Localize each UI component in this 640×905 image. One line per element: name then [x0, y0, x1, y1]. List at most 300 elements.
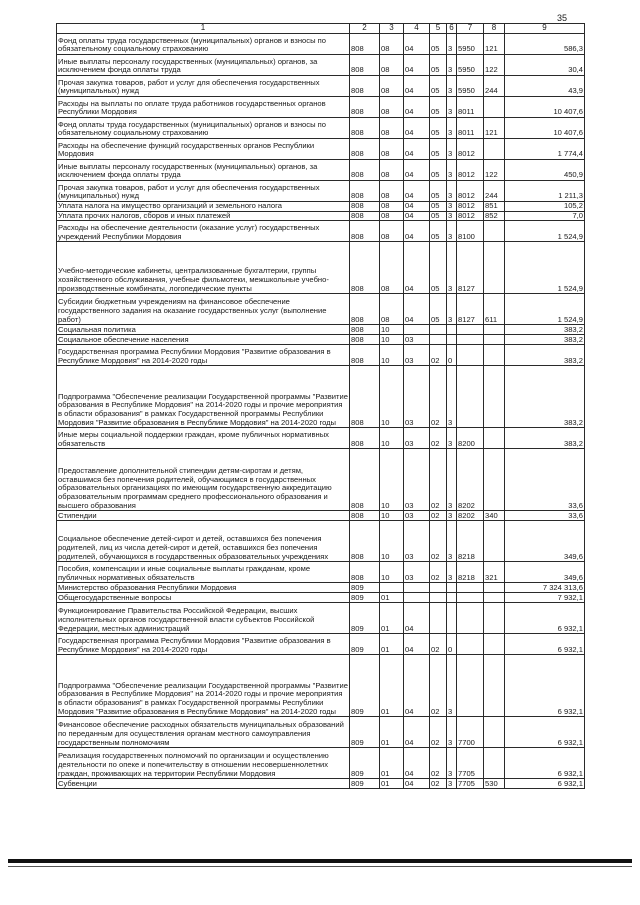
row-code: 3: [447, 97, 457, 118]
row-code: [484, 583, 505, 593]
table-row: [57, 449, 585, 511]
row-code: [457, 583, 484, 593]
bottom-rule: [8, 859, 632, 863]
row-code: 04: [404, 717, 430, 748]
row-code: 10: [380, 335, 404, 345]
row-code: [457, 325, 484, 335]
row-code: 121: [484, 118, 505, 139]
row-code: [430, 593, 447, 603]
row-code: 808: [350, 118, 380, 139]
row-code: 10: [380, 325, 404, 335]
row-code: 808: [350, 160, 380, 181]
row-code: 3: [447, 562, 457, 583]
row-description: Расходы на обеспечение деятельности (оказание услуг) государственных учреждений Республики Мордовия: [57, 221, 350, 242]
row-description: Иные меры социальной поддержки граждан, кроме публичных нормативных обязательств: [57, 428, 350, 449]
row-code: 321: [484, 562, 505, 583]
row-amount: 349,6: [505, 562, 585, 583]
row-amount: 43,9: [505, 76, 585, 97]
row-code: 02: [430, 717, 447, 748]
row-code: 01: [380, 779, 404, 789]
row-code: 8202: [457, 511, 484, 521]
row-code: [457, 634, 484, 655]
table-row: [57, 211, 585, 221]
row-code: 10: [380, 366, 404, 428]
row-code: [484, 335, 505, 345]
row-code: 808: [350, 521, 380, 562]
row-code: 08: [380, 76, 404, 97]
row-code: 01: [380, 717, 404, 748]
row-code: 808: [350, 221, 380, 242]
row-code: 3: [447, 655, 457, 717]
row-amount: 7 932,1: [505, 593, 585, 603]
table-row: [57, 603, 585, 634]
row-code: 5950: [457, 55, 484, 76]
row-description: Прочая закупка товаров, работ и услуг для обеспечения государственных (муниципальных) нужд: [57, 76, 350, 97]
row-code: [484, 748, 505, 779]
row-amount: 105,2: [505, 202, 585, 212]
table-row: [57, 511, 585, 521]
row-code: 02: [430, 779, 447, 789]
row-code: 3: [447, 221, 457, 242]
budget-table: [56, 23, 585, 789]
row-code: 02: [430, 345, 447, 366]
row-code: 3: [447, 366, 457, 428]
row-code: 3: [447, 181, 457, 202]
table-row: [57, 202, 585, 212]
header-cell: 2: [350, 24, 380, 34]
header-cell: 7: [457, 24, 484, 34]
row-code: 808: [350, 242, 380, 294]
row-description: Фонд оплаты труда государственных (муниципальных) органов и взносы по обязательному социальному страхованию: [57, 34, 350, 55]
row-code: [430, 325, 447, 335]
row-code: [447, 335, 457, 345]
row-code: 5950: [457, 34, 484, 55]
table-row: [57, 325, 585, 335]
row-amount: 383,2: [505, 345, 585, 366]
row-code: 808: [350, 55, 380, 76]
row-code: 10: [380, 511, 404, 521]
row-code: 04: [404, 748, 430, 779]
row-code: 02: [430, 562, 447, 583]
row-code: 3: [447, 34, 457, 55]
header-cell: 3: [380, 24, 404, 34]
bottom-rule-thin: [8, 866, 632, 867]
table-row: [57, 335, 585, 345]
header-cell: 1: [57, 24, 350, 34]
row-code: [447, 603, 457, 634]
row-code: [457, 345, 484, 366]
row-amount: 6 932,1: [505, 748, 585, 779]
table-row: [57, 242, 585, 294]
row-code: [484, 97, 505, 118]
row-code: [484, 139, 505, 160]
row-amount: 1 524,9: [505, 242, 585, 294]
table-body: [57, 24, 585, 789]
row-code: 05: [430, 34, 447, 55]
row-code: [484, 345, 505, 366]
row-code: 02: [430, 428, 447, 449]
row-code: 04: [404, 34, 430, 55]
table-row: [57, 160, 585, 181]
row-description: Социальная политика: [57, 325, 350, 335]
table-row: [57, 779, 585, 789]
row-code: 01: [380, 603, 404, 634]
row-code: 8012: [457, 139, 484, 160]
row-code: 03: [404, 511, 430, 521]
row-code: [447, 325, 457, 335]
row-amount: 383,2: [505, 325, 585, 335]
row-code: 8011: [457, 118, 484, 139]
row-code: 3: [447, 449, 457, 511]
row-code: 808: [350, 34, 380, 55]
row-code: 122: [484, 160, 505, 181]
row-code: 05: [430, 294, 447, 325]
row-code: 08: [380, 181, 404, 202]
row-code: 808: [350, 335, 380, 345]
row-code: 05: [430, 139, 447, 160]
table-row: [57, 593, 585, 603]
row-amount: 6 932,1: [505, 634, 585, 655]
row-amount: 10 407,6: [505, 118, 585, 139]
row-code: 809: [350, 593, 380, 603]
row-code: 08: [380, 118, 404, 139]
row-code: 04: [404, 634, 430, 655]
row-code: 02: [430, 655, 447, 717]
header-cell: 6: [447, 24, 457, 34]
table-row: [57, 366, 585, 428]
row-description: Социальное обеспечение населения: [57, 335, 350, 345]
row-code: 3: [447, 748, 457, 779]
table-row: [57, 345, 585, 366]
table-row: [57, 428, 585, 449]
row-code: 8012: [457, 160, 484, 181]
row-code: [457, 593, 484, 603]
row-code: 808: [350, 97, 380, 118]
row-code: 10: [380, 428, 404, 449]
row-amount: 450,9: [505, 160, 585, 181]
row-code: [484, 428, 505, 449]
row-description: Фонд оплаты труда государственных (муниципальных) органов и взносы по обязательному социальному страхованию: [57, 118, 350, 139]
row-code: 8127: [457, 242, 484, 294]
row-amount: 6 932,1: [505, 717, 585, 748]
row-code: 3: [447, 511, 457, 521]
row-code: 05: [430, 55, 447, 76]
table-row: [57, 118, 585, 139]
row-code: 8100: [457, 221, 484, 242]
row-code: 04: [404, 202, 430, 212]
row-code: [447, 583, 457, 593]
row-code: 809: [350, 717, 380, 748]
row-amount: 7 324 313,6: [505, 583, 585, 593]
table-row: [57, 221, 585, 242]
row-code: 08: [380, 211, 404, 221]
table-row: [57, 562, 585, 583]
row-code: [484, 717, 505, 748]
row-code: [484, 325, 505, 335]
table-row: [57, 76, 585, 97]
row-code: 3: [447, 779, 457, 789]
row-code: [457, 366, 484, 428]
row-code: 7705: [457, 779, 484, 789]
row-code: [484, 634, 505, 655]
row-code: 0: [447, 634, 457, 655]
row-code: 8127: [457, 294, 484, 325]
row-code: [484, 655, 505, 717]
row-code: 808: [350, 449, 380, 511]
row-code: 04: [404, 118, 430, 139]
row-code: [404, 593, 430, 603]
row-amount: 1 211,3: [505, 181, 585, 202]
row-amount: 33,6: [505, 449, 585, 511]
row-amount: 30,4: [505, 55, 585, 76]
row-amount: 586,3: [505, 34, 585, 55]
table-row: [57, 521, 585, 562]
row-code: 04: [404, 181, 430, 202]
row-code: 3: [447, 428, 457, 449]
table-row: [57, 655, 585, 717]
row-code: 04: [404, 242, 430, 294]
row-code: 809: [350, 583, 380, 593]
row-description: Расходы на выплаты по оплате труда работников государственных органов Республики Мордовия: [57, 97, 350, 118]
row-code: [380, 583, 404, 593]
row-code: 08: [380, 221, 404, 242]
row-code: [447, 593, 457, 603]
row-code: 04: [404, 779, 430, 789]
row-code: 04: [404, 294, 430, 325]
row-code: 01: [380, 655, 404, 717]
row-code: 03: [404, 366, 430, 428]
row-description: Прочая закупка товаров, работ и услуг для обеспечения государственных (муниципальных) нужд: [57, 181, 350, 202]
row-code: 808: [350, 181, 380, 202]
row-code: 08: [380, 294, 404, 325]
row-code: [484, 449, 505, 511]
row-code: 05: [430, 181, 447, 202]
row-code: 3: [447, 294, 457, 325]
row-code: 3: [447, 521, 457, 562]
row-description: Уплата прочих налогов, сборов и иных платежей: [57, 211, 350, 221]
row-description: Расходы на обеспечение функций государственных органов Республики Мордовия: [57, 139, 350, 160]
row-code: 04: [404, 221, 430, 242]
row-code: 05: [430, 211, 447, 221]
row-amount: 6 932,1: [505, 603, 585, 634]
header-cell: 4: [404, 24, 430, 34]
row-code: 3: [447, 211, 457, 221]
row-code: 05: [430, 242, 447, 294]
row-description: Социальное обеспечение детей-сирот и детей, оставшихся без попечения родителей, лиц из числа детей-сирот и детей, оставшихся без попечения родителей, обучающихся в государственных образовательных учреждениях: [57, 521, 350, 562]
row-description: Учебно-методические кабинеты, централизованные бухгалтерии, группы хозяйственного обслуживания, учебные фильмотеки, межшкольные учебно-производственные комбинаты, логопедические пункты: [57, 242, 350, 294]
row-code: 01: [380, 593, 404, 603]
row-code: 808: [350, 345, 380, 366]
table-row: [57, 34, 585, 55]
row-code: 04: [404, 655, 430, 717]
row-description: Государственная программа Республики Мордовия "Развитие образования в Республике Мордовия" на 2014-2020 годы: [57, 345, 350, 366]
row-code: 0: [447, 345, 457, 366]
row-code: 04: [404, 211, 430, 221]
row-code: 808: [350, 366, 380, 428]
header-cell: 5: [430, 24, 447, 34]
table-row: [57, 583, 585, 593]
row-amount: 349,6: [505, 521, 585, 562]
row-code: 02: [430, 748, 447, 779]
row-code: 05: [430, 97, 447, 118]
row-code: [404, 583, 430, 593]
row-code: 3: [447, 76, 457, 97]
row-code: 3: [447, 242, 457, 294]
row-code: 8218: [457, 562, 484, 583]
row-code: 08: [380, 160, 404, 181]
header-row: [57, 24, 585, 34]
row-code: 3: [447, 118, 457, 139]
row-code: 03: [404, 521, 430, 562]
row-description: Функционирование Правительства Российской Федерации, высших исполнительных органов государственной власти субъектов Российской Федерации, местных администраций: [57, 603, 350, 634]
row-code: 808: [350, 294, 380, 325]
row-code: [430, 603, 447, 634]
row-code: 8011: [457, 97, 484, 118]
row-code: [484, 593, 505, 603]
row-description: Субвенции: [57, 779, 350, 789]
row-amount: 1 774,4: [505, 139, 585, 160]
row-description: Подпрограмма "Обеспечение реализации Государственной программы "Развитие образования в Республике Мордовия" на 2014-2020 годы и прочие мероприятия в области образования" в рамках Государственной программы Республики Мордовия "Развитие образования в Республике Мордовия" на 2014-2020 годы: [57, 655, 350, 717]
row-code: 8012: [457, 202, 484, 212]
row-code: 04: [404, 76, 430, 97]
row-code: 05: [430, 160, 447, 181]
row-code: 10: [380, 521, 404, 562]
row-amount: 383,2: [505, 366, 585, 428]
row-description: Подпрограмма "Обеспечение реализации Государственной программы "Развитие образования в Республике Мордовия" на 2014-2020 годы и прочие мероприятия в области образования" в рамках Государственной программы Республики Мордовия "Развитие образования в Республике Мордовия" на 2014-2020 годы: [57, 366, 350, 428]
row-code: 808: [350, 428, 380, 449]
row-code: 611: [484, 294, 505, 325]
row-description: Пособия, компенсации и иные социальные выплаты гражданам, кроме публичных нормативных обязательств: [57, 562, 350, 583]
row-code: [430, 335, 447, 345]
row-code: 08: [380, 97, 404, 118]
row-code: 808: [350, 202, 380, 212]
row-description: Иные выплаты персоналу государственных (муниципальных) органов, за исключением фонда оплаты труда: [57, 160, 350, 181]
row-code: 08: [380, 55, 404, 76]
row-code: 04: [404, 160, 430, 181]
row-code: 8200: [457, 428, 484, 449]
row-code: 04: [404, 603, 430, 634]
row-code: 530: [484, 779, 505, 789]
row-code: 808: [350, 211, 380, 221]
row-description: Государственная программа Республики Мордовия "Развитие образования в Республике Мордовия" на 2014-2020 годы: [57, 634, 350, 655]
row-code: 02: [430, 634, 447, 655]
row-code: 121: [484, 34, 505, 55]
row-amount: 6 932,1: [505, 779, 585, 789]
row-code: 8012: [457, 211, 484, 221]
row-code: 01: [380, 634, 404, 655]
row-code: 10: [380, 449, 404, 511]
row-code: 02: [430, 511, 447, 521]
row-description: Общегосударственные вопросы: [57, 593, 350, 603]
row-description: Реализация государственных полномочий по организации и осуществлению деятельности по опеке и попечительству в отношении несовершеннолетних граждан, проживающих на территории Республики Мордовия: [57, 748, 350, 779]
row-code: 08: [380, 34, 404, 55]
row-code: [484, 521, 505, 562]
row-code: 05: [430, 202, 447, 212]
row-code: [484, 603, 505, 634]
row-code: 852: [484, 211, 505, 221]
row-code: 3: [447, 717, 457, 748]
row-description: Министерство образования Республики Мордовия: [57, 583, 350, 593]
table-row: [57, 97, 585, 118]
row-amount: 7,0: [505, 211, 585, 221]
row-description: Стипендии: [57, 511, 350, 521]
row-code: 05: [430, 76, 447, 97]
row-code: [484, 221, 505, 242]
row-amount: 383,2: [505, 335, 585, 345]
row-code: 03: [404, 562, 430, 583]
header-cell: 9: [505, 24, 585, 34]
row-description: Финансовое обеспечение расходных обязательств муниципальных образований по переданным для осуществления органам местного самоуправления государственным полномочиям: [57, 717, 350, 748]
row-description: Предоставление дополнительной стипендии детям-сиротам и детям, оставшимся без попечения родителей, обучающимся в государственных образовательных организациях по имеющим государственную аккредитацию образовательным программам среднего профессионального образования и высшего образования: [57, 449, 350, 511]
row-code: 08: [380, 139, 404, 160]
table-row: [57, 717, 585, 748]
row-code: 7705: [457, 748, 484, 779]
row-amount: 33,6: [505, 511, 585, 521]
row-code: 8218: [457, 521, 484, 562]
row-code: [430, 583, 447, 593]
table-row: [57, 55, 585, 76]
row-description: Уплата налога на имущество организаций и земельного налога: [57, 202, 350, 212]
row-code: 3: [447, 202, 457, 212]
row-amount: 1 524,9: [505, 294, 585, 325]
row-code: 808: [350, 76, 380, 97]
row-code: 340: [484, 511, 505, 521]
row-code: 05: [430, 221, 447, 242]
row-code: 3: [447, 160, 457, 181]
row-code: 03: [404, 428, 430, 449]
row-code: 04: [404, 139, 430, 160]
row-code: 808: [350, 325, 380, 335]
table-row: [57, 634, 585, 655]
row-code: 08: [380, 202, 404, 212]
row-code: [457, 335, 484, 345]
row-amount: 1 524,9: [505, 221, 585, 242]
table-row: [57, 748, 585, 779]
row-code: [484, 366, 505, 428]
row-code: 03: [404, 345, 430, 366]
row-code: 10: [380, 562, 404, 583]
row-code: [484, 242, 505, 294]
row-description: Субсидии бюджетным учреждениям на финансовое обеспечение государственного задания на оказание государственных услуг (выполнение работ): [57, 294, 350, 325]
row-code: 08: [380, 242, 404, 294]
row-amount: 6 932,1: [505, 655, 585, 717]
row-code: 04: [404, 55, 430, 76]
row-code: 03: [404, 335, 430, 345]
row-code: 3: [447, 55, 457, 76]
header-cell: 8: [484, 24, 505, 34]
table-row: [57, 294, 585, 325]
row-code: 808: [350, 511, 380, 521]
row-code: 7700: [457, 717, 484, 748]
row-code: 8012: [457, 181, 484, 202]
row-code: 809: [350, 748, 380, 779]
row-code: 04: [404, 97, 430, 118]
row-code: [457, 655, 484, 717]
row-amount: 10 407,6: [505, 97, 585, 118]
row-code: 122: [484, 55, 505, 76]
row-code: 05: [430, 118, 447, 139]
row-code: 808: [350, 139, 380, 160]
row-code: 10: [380, 345, 404, 366]
row-code: [457, 603, 484, 634]
row-code: 03: [404, 449, 430, 511]
row-code: 3: [447, 139, 457, 160]
row-code: [404, 325, 430, 335]
page-number: 35: [557, 13, 568, 23]
row-code: 8202: [457, 449, 484, 511]
table-row: [57, 181, 585, 202]
row-code: 809: [350, 779, 380, 789]
